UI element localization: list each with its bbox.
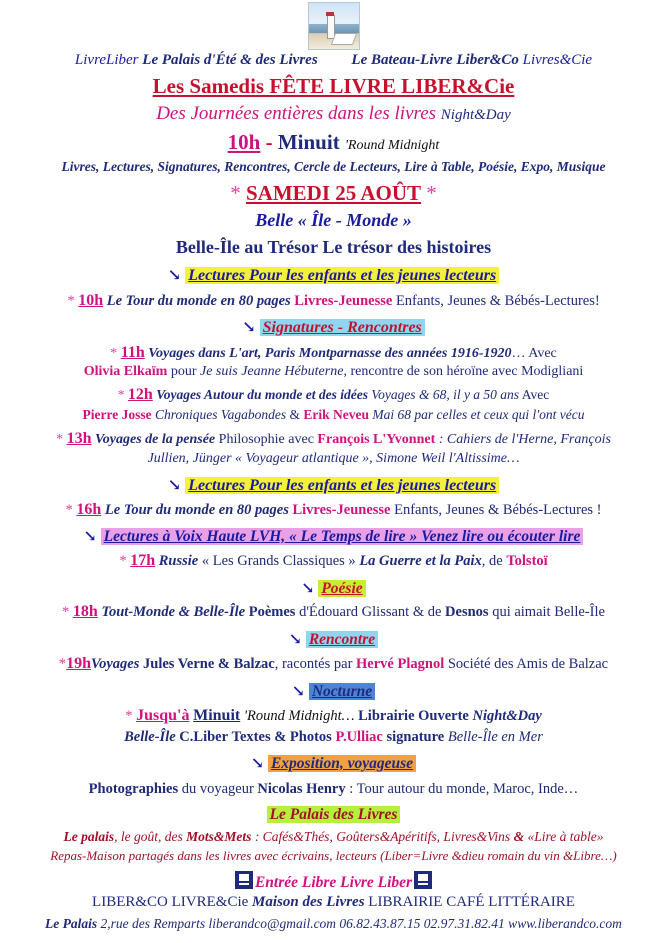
section-heading-rencontre: ↘ Rencontre [0,631,667,649]
event-12h-detail: Pierre Josse Chroniques Vagabondes & Erik Neveu Mai 68 par celles et ceux qui l'ont vécu [82,407,585,422]
event-18h: * 18h Tout-Monde & Belle-Île Poèmes d'Édouard Glissant & de Desnos qui aimait Belle-Île [62,603,605,620]
hours-line: 10h - Minuit 'Round Midnight [227,130,440,154]
arrow-icon: ↘ [83,528,97,545]
arrow-icon: ↘ [242,319,256,336]
event-19h: *19hVoyages Jules Verne & Balzac, racontés par Hervé Plagnol Société des Amis de Balzac [58,655,609,672]
date-line: * SAMEDI 25 AOÛT * [230,181,437,205]
event-13h-detail: Jullien, Jünger « Voyageur atlantique », Simone Weil l'Altissime… [147,451,520,466]
section-heading-signatures: ↘ Signatures - Rencontres [0,319,667,337]
section-heading-exposition: ↘ Exposition, voyageuse [0,755,667,773]
arrow-icon: ↘ [301,580,315,597]
section-heading-lectures: ↘ Lectures Pour les enfants et les jeunes lecteurs [0,267,667,285]
arrow-icon: ↘ [167,477,182,494]
section-heading-poesie: ↘ Poésie [0,580,667,598]
event-nocturne: * Jusqu'à Minuit 'Round Midnight… Librairie Ouverte Night&Day [125,707,542,724]
book-icon [235,871,253,889]
arrow-icon: ↘ [250,755,264,772]
arrow-icon: ↘ [167,267,182,284]
book-icon [414,871,432,889]
palais-line-2: Repas-Maison partagés dans les livres avec écrivains, lecteurs (Liber=Livre &dieu romain du vin &Libre…) [50,848,617,863]
event-17h: * 17h Russie « Les Grands Classiques » La Guerre et la Paix, de Tolstoï [119,552,548,569]
section-heading-lectures-2: ↘ Lectures Pour les enfants et les jeunes lecteurs [0,477,667,495]
arrow-icon: ↘ [291,683,305,700]
event-13h: * 13h Voyages de la pensée Philosophie avec François L'Yvonnet : Cahiers de l'Herne, François [56,430,611,447]
event-16h: * 16h Le Tour du monde en 80 pages Livres-Jeunesse Enfants, Jeunes & Bébés-Lectures ! [65,501,602,518]
theme-line-2: Belle-Île au Trésor Le trésor des histoires [175,237,492,257]
event-10h: * 10h Le Tour du monde en 80 pages Livres-Jeunesse Enfants, Jeunes & Bébés-Lectures! [67,292,600,309]
footer-line-2: LIBER&CO LIVRE&Cie Maison des Livres LIBRAIRIE CAFÉ LITTÉRAIRE [92,894,575,910]
lighthouse-book-photo [308,2,360,50]
event-exposition: Photographies du voyageur Nicolas Henry : Tour autour du monde, Maroc, Inde… [88,781,579,797]
event-11h-detail: Olivia Elkaïm pour Je suis Jeanne Hébuterne, rencontre de son héroïne avec Modigliani [83,364,584,379]
event-12h: * 12h Voyages Autour du monde et des idées Voyages & 68, il y a 50 ans Avec [117,386,550,403]
footer-line-3: Le Palais 2,rue des Remparts liberandco@gmail.com 06.82.43.87.15 02.97.31.82.41 www.liberandco.com [45,916,622,931]
section-heading-palais: Le Palais des Livres [0,806,667,824]
subtitle-line: Des Journées entières dans les livres Night&Day [156,103,511,124]
event-11h: * 11h Voyages dans L'art, Paris Montparnasse des années 1916-1920… Avec [110,344,557,361]
section-heading-lvh: ↘ Lectures à Voix Haute LVH, « Le Temps de lire » Venez lire ou écouter lire [0,528,667,546]
section-heading-nocturne: ↘ Nocturne [0,683,667,701]
header-line: LivreLiber Le Palais d'Été & des Livres Le Bateau-Livre Liber&Co Livres&Cie [74,52,593,68]
palais-line-1: Le palais, le goût, des Mots&Mets : Cafés&Thés, Goûters&Apéritifs, Livres&Vins & «Lire à table» [63,829,604,844]
title-line: Les Samedis FÊTE LIVRE LIBER&Cie [152,74,515,98]
theme-line-1: Belle « Île - Monde » [255,210,412,230]
activities-line: Livres, Lectures, Signatures, Rencontres, Cercle de Lecteurs, Lire à Table, Poésie, Expo, Musique [61,159,606,174]
footer-entree: Entrée Libre Livre Liber [0,871,667,892]
arrow-icon: ↘ [288,631,302,648]
event-nocturne-detail: Belle-Île C.Liber Textes & Photos P.Ulliac signature Belle-Île en Mer [124,729,543,745]
